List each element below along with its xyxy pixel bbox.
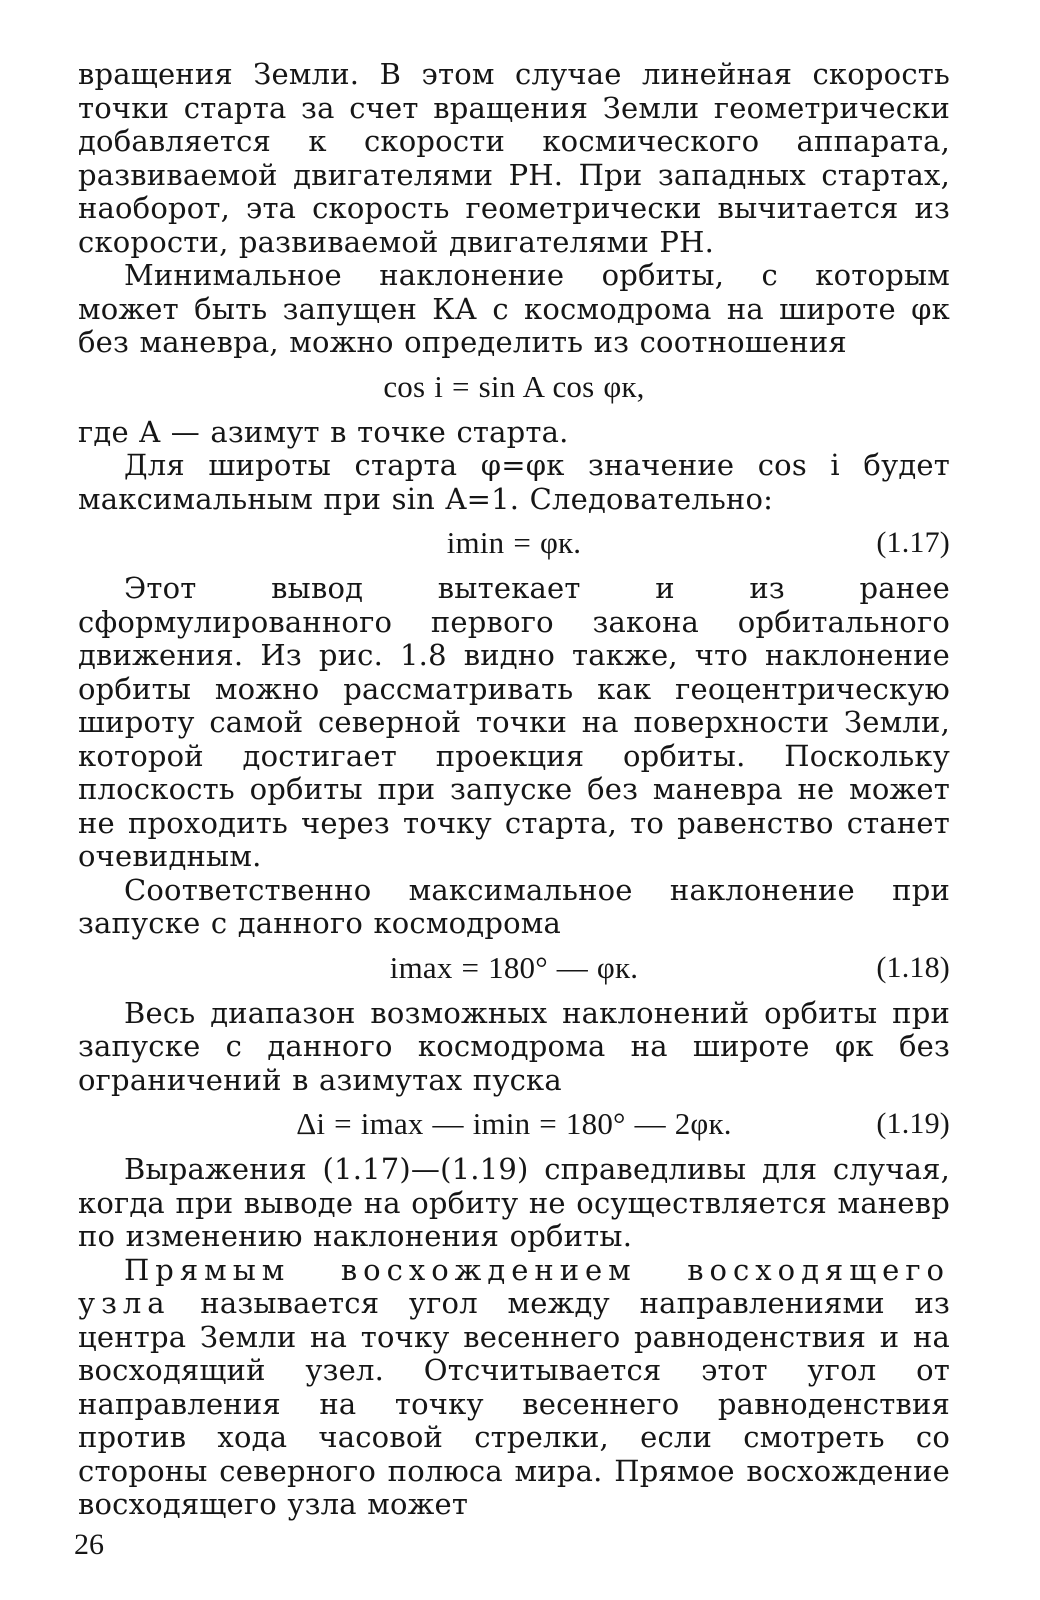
paragraph-5: Этот вывод вытекает и из ранее сформулированного первого закона орбитального движения. Из рис. 1.8 видно также, что наклонение орбиты можно рассматривать как геоцентрическую широту самой северной точки на поверхности Земли, которой достигает проекция орбиты. Поскольку плоскость орбиты при запуске без маневра не может не проходить через точку старта, то равенство станет очевидным. <box>78 571 950 873</box>
formula-1-19 <box>78 1097 950 1153</box>
formula-cos-i-expression: cos i = sin A cos φк, <box>383 368 645 404</box>
formula-1-18-expression: imax = 180° — φк. <box>389 949 639 985</box>
formula-1-18 <box>78 941 950 997</box>
paragraph-6: Соответственно максимальное наклонение при запуске с данного космодрома <box>78 872 950 940</box>
formula-1-17-expression: imin = φк. <box>446 525 582 560</box>
formula-cos-i <box>78 360 950 416</box>
paragraph-9-text: называется угол между направлениями из центра Земли на точку весеннего равноденствия и на восходящий узел. Отсчитывается этот угол от направления на точку весеннего равноденствия против хода часовой стрелки, если смотреть со стороны северного полюса мира. Прямое восхождение восходящего узла может <box>78 1286 950 1521</box>
paragraph-2: Минимальное наклонение орбиты, с которым может быть запущен КА с космодрома на широте φк без маневра, можно определить из соотношения <box>78 258 950 359</box>
page-body <box>78 58 950 1522</box>
formula-1-19-expression: Δi = imax — imin = 180° — 2φк. <box>296 1106 732 1141</box>
paragraph-4: Для широты старта φ=φк значение cos i будет максимальным при sin A=1. Следовательно: <box>78 448 950 516</box>
page-number: 26 <box>74 1528 104 1561</box>
paragraph-1: вращения Земли. В этом случае линейная скорость точки старта за счет вращения Земли геометрически добавляется к скорости космического аппарата, развиваемой двигателями РН. При западных стартах, наоборот, эта скорость геометрически вычитается из скорости, развиваемой двигателями РН. <box>78 57 950 259</box>
formula-1-18-number: (1.18) <box>876 950 950 984</box>
formula-1-19-number: (1.19) <box>876 1107 950 1140</box>
paragraph-3: где A — азимут в точке старта. <box>78 414 569 449</box>
formula-1-17-number: (1.17) <box>876 526 950 559</box>
paragraph-9 <box>78 1254 950 1522</box>
term-ascending-node-right-ascension: Прямым восхождением восходящего узла <box>78 1252 950 1320</box>
formula-1-17 <box>78 516 950 572</box>
paragraph-8: Выражения (1.17)—(1.19) справедливы для случая, когда при выводе на орбиту не осуществляется маневр по изменению наклонения орбиты. <box>78 1152 950 1253</box>
paragraph-7: Весь диапазон возможных наклонений орбиты при запуске с данного космодрома на широте φк без ограничений в азимутах пуска <box>78 995 950 1097</box>
